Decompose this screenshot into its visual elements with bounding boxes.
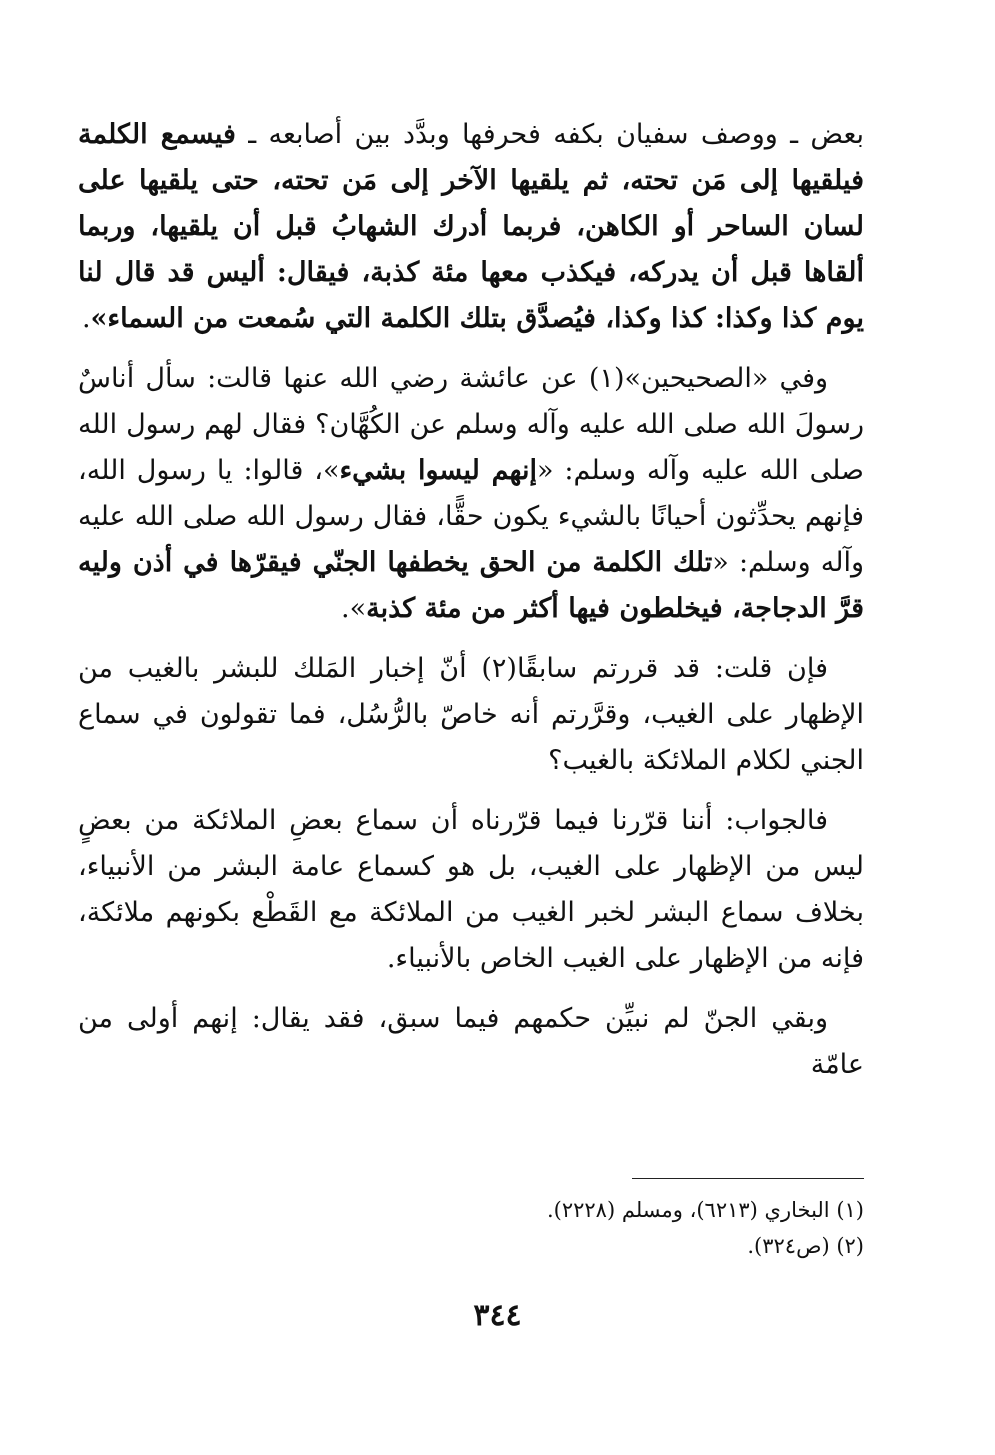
paragraph-5 [78, 996, 864, 1088]
bold-segment: فيسمع الكلمة فيلقيها إلى مَن تحته، ثم يلقيها الآخر إلى مَن تحته، حتى يلقيها على لسان الساحر أو الكاهن، فربما أدرك الشهابُ قبل أن يلقيها، وربما ألقاها قبل أن يدركه، فيكذب معها مئة كذبة، فيقال: أليس قد قال لنا يوم كذا وكذا: كذا وكذا، فيُصدَّق بتلك الكلمة التي سُمعت من السماء» [78, 119, 864, 334]
footnote-divider [632, 1178, 864, 1179]
text-segment: بعض ـ ووصف سفيان بكفه فحرفها وبدَّد بين أصابعه ـ [235, 119, 864, 150]
text-segment: »، قالوا: يا رسول الله، فإنهم يحدِّثون أحيانًا بالشيء يكون حقًّا، فقال رسول الله صلى الله عليه وآله وسلم: « [78, 455, 864, 578]
text-segment: . [81, 303, 91, 334]
page-body [78, 112, 864, 1102]
text-segment: وفي «الصحيحين»(١) عن عائشة رضي الله عنها قالت: سأل أناسٌ رسولَ الله صلى الله عليه وآله وسلم عن الكُهَّان؟ فقال لهم رسول الله صلى الله عليه وآله وسلم: « [78, 363, 864, 486]
footnotes [264, 1192, 864, 1264]
text-segment: فإن قلت: قد قررتم سابقًا(٢) أنّ إخبار المَلك للبشر بالغيب من الإظهار على الغيب، وقرَّرتم أنه خاصّ بالرُّسُل، فما تقولون في سماع الجني لكلام الملائكة بالغيب؟ [78, 653, 864, 776]
text-segment: ». [340, 593, 367, 624]
bold-segment: تلك الكلمة من الحق يخطفها الجنّي فيقرّها في أذن وليه قرَّ الدجاجة، فيخلطون فيها أكثر من مئة كذبة [78, 547, 864, 624]
text-segment: فالجواب: أننا قرّرنا فيما قرّرناه أن سماع بعضِ الملائكة من بعضٍ ليس من الإظهار على الغيب، بل هو كسماع عامة البشر من الأنبياء، بخلاف سماع البشر لخبر الغيب من الملائكة مع القَطْع بكونهم ملائكة، فإنه من الإظهار على الغيب الخاص بالأنبياء. [78, 805, 864, 974]
paragraph-2 [78, 356, 864, 632]
footnote-2: (٢) (ص٣٢٤). [747, 1234, 864, 1258]
paragraph-1 [78, 112, 864, 342]
text-segment: وبقي الجنّ لم نبيِّن حكمهم فيما سبق، فقد يقال: إنهم أولى من عامّة [78, 1003, 864, 1080]
footnote-1: (١) البخاري (٦٢١٣)، ومسلم (٢٢٢٨). [546, 1198, 864, 1222]
paragraph-3 [78, 646, 864, 784]
paragraph-4 [78, 798, 864, 982]
page-number: ٣٤٤ [473, 1298, 522, 1333]
bold-segment: إنهم ليسوا بشيء [339, 455, 537, 486]
